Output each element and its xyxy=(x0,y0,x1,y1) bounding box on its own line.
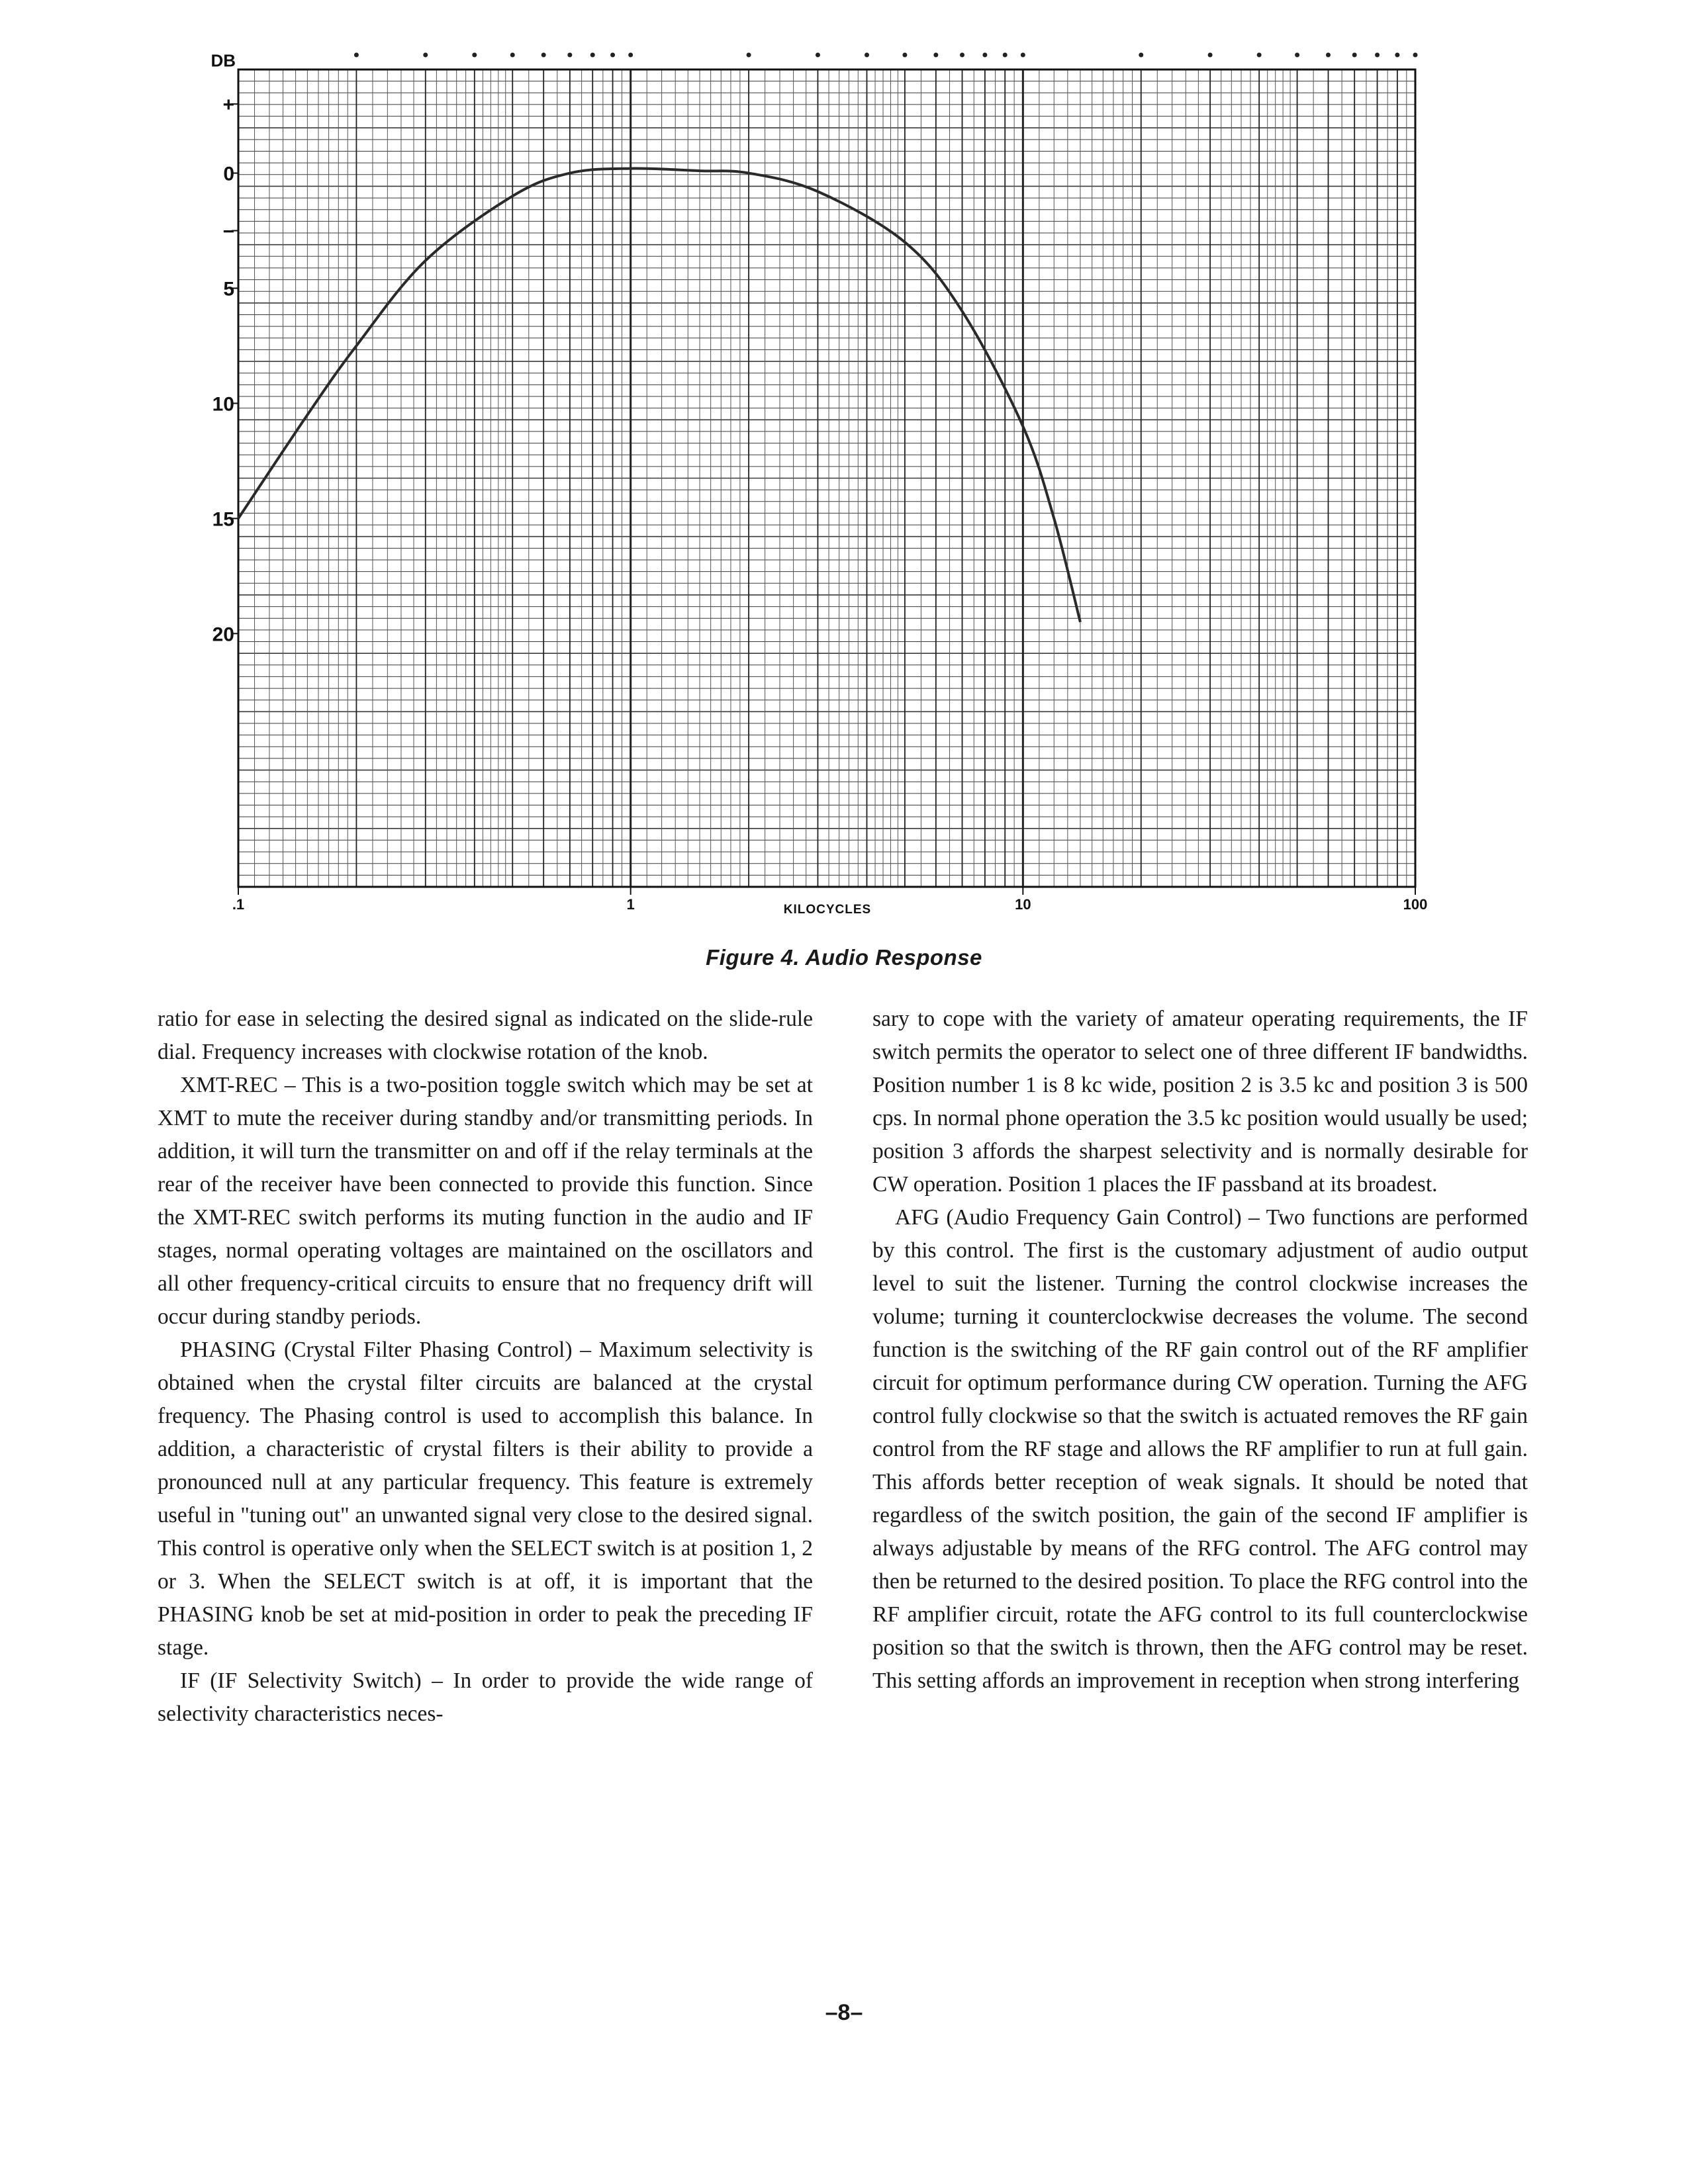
decade-scale-marker xyxy=(902,53,907,58)
x-tick-label: .1 xyxy=(232,896,245,913)
decade-scale-marker xyxy=(1257,53,1262,58)
decade-scale-marker xyxy=(590,53,595,58)
x-tick-label: 1 xyxy=(626,896,635,913)
decade-scale-marker xyxy=(610,53,615,58)
y-axis-label: DB xyxy=(211,50,236,71)
decade-scale-marker xyxy=(1352,53,1357,58)
decade-scale-marker xyxy=(1139,53,1143,58)
paragraph-if-continued: sary to cope with the variety of amateur operating requirements, the IF switch permits the operator to select one of three different IF bandwidths. Position number 1 is 8 kc wide, position 2 is 3.5 kc and position 3 is 500 cps. In normal phone operation the 3.5 kc position would usually be used; position 3 affords the sharpest selectivity and is normally desirable for CW operation. Position 1 places the IF passband at its broadest. xyxy=(872,1007,1528,1197)
paragraph-afg: AFG (Audio Frequency Gain Control) – Two functions are performed by this control. The first is the customary adjustment of audio output level to suit the listener. Turning the control clockwise increases the volume; turning it counterclockwise decreases the volume. The second function is the switching of the RF gain control out of the RF amplifier circuit for optimum performance during CW operation. Turning the AFG control fully clockwise so that the switch is actuated removes the RF gain control from the RF stage and allows the RF amplifier to run at full gain. This affords better reception of weak signals. It should be noted that regardless of the switch position, the gain of the second IF amplifier is always adjustable by means of the RFG control. The AFG control may then be returned to the desired position. To place the RFG control into the RF amplifier circuit, rotate the AFG control to its full counterclockwise position so that the switch is thrown, then the AFG control may be reset. This setting affords an improvement in reception when strong interfering xyxy=(872,1205,1528,1693)
y-tick-label: 10 xyxy=(212,393,234,416)
decade-scale-marker xyxy=(541,53,546,58)
decade-scale-marker xyxy=(1208,53,1213,58)
decade-scale-marker xyxy=(510,53,515,58)
y-tick-label: − xyxy=(222,220,234,243)
y-tick-label: 5 xyxy=(223,278,234,300)
paragraph-tuning-ratio: ratio for ease in selecting the desired signal as indicated on the slide-rule dial. Frequency increases with clockwise rotation of the knob. xyxy=(158,1007,813,1064)
y-tick-label: 20 xyxy=(212,623,234,646)
decade-scale-marker xyxy=(567,53,572,58)
decade-scale-marker xyxy=(1021,53,1025,58)
chart-grid xyxy=(238,69,1415,887)
decade-scale-marker xyxy=(1413,53,1418,58)
chart-axes xyxy=(232,53,1418,895)
decade-scale-marker xyxy=(933,53,938,58)
decade-scale-marker xyxy=(1395,53,1399,58)
decade-scale-marker xyxy=(472,53,477,58)
decade-scale-marker xyxy=(960,53,964,58)
decade-scale-marker xyxy=(628,53,633,58)
decade-scale-marker xyxy=(1295,53,1299,58)
decade-scale-marker xyxy=(1375,53,1380,58)
left-text-column xyxy=(158,1003,813,1731)
decade-scale-marker xyxy=(1003,53,1008,58)
audio-response-chart xyxy=(0,0,1688,933)
decade-scale-marker xyxy=(865,53,869,58)
x-axis-label: KILOCYCLES xyxy=(783,903,872,917)
decade-scale-marker xyxy=(1326,53,1331,58)
right-text-column xyxy=(872,1003,1528,1698)
x-tick-label: 100 xyxy=(1403,896,1428,913)
decade-scale-marker xyxy=(354,53,359,58)
decade-scale-marker xyxy=(747,53,751,58)
paragraph-xmt-rec: XMT-REC – This is a two-position toggle switch which may be set at XMT to mute the receiver during standby and/or transmitting periods. In addition, it will turn the transmitter on and off if the relay terminals at the rear of the receiver have been connected to provide this function. Since the XMT-REC switch performs its muting function in the audio and IF stages, normal operating voltages are maintained on the oscillators and all other frequency-critical circuits to ensure that no frequency drift will occur during standby periods. xyxy=(158,1073,813,1329)
chart-series xyxy=(238,168,1080,622)
y-tick-label: + xyxy=(222,94,234,116)
x-tick-label: 10 xyxy=(1015,896,1031,913)
y-tick-label: 15 xyxy=(212,508,234,531)
paragraph-if-start: IF (IF Selectivity Switch) – In order to provide the wide range of selectivity characteristics neces- xyxy=(158,1668,813,1726)
audio-response-curve xyxy=(238,169,1080,622)
decade-scale-marker xyxy=(982,53,987,58)
paragraph-phasing: PHASING (Crystal Filter Phasing Control) – Maximum selectivity is obtained when the crystal filter circuits are balanced at the crystal frequency. The Phasing control is used to accomplish this balance. In addition, a characteristic of crystal filters is their ability to provide a pronounced null at any particular frequency. This feature is extremely useful in "tuning out" an unwanted signal very close to the desired signal. This control is operative only when the SELECT switch is at position 1, 2 or 3. When the SELECT switch is at off, it is important that the PHASING knob be set at mid-position in order to peak the preceding IF stage. xyxy=(158,1338,813,1660)
y-tick-label: 0 xyxy=(223,163,234,185)
chart-labels xyxy=(211,51,1427,917)
figure-caption: Figure 4. Audio Response xyxy=(706,945,982,970)
page-number: –8– xyxy=(825,2000,863,2025)
decade-scale-marker xyxy=(423,53,428,58)
decade-scale-marker xyxy=(816,53,820,58)
